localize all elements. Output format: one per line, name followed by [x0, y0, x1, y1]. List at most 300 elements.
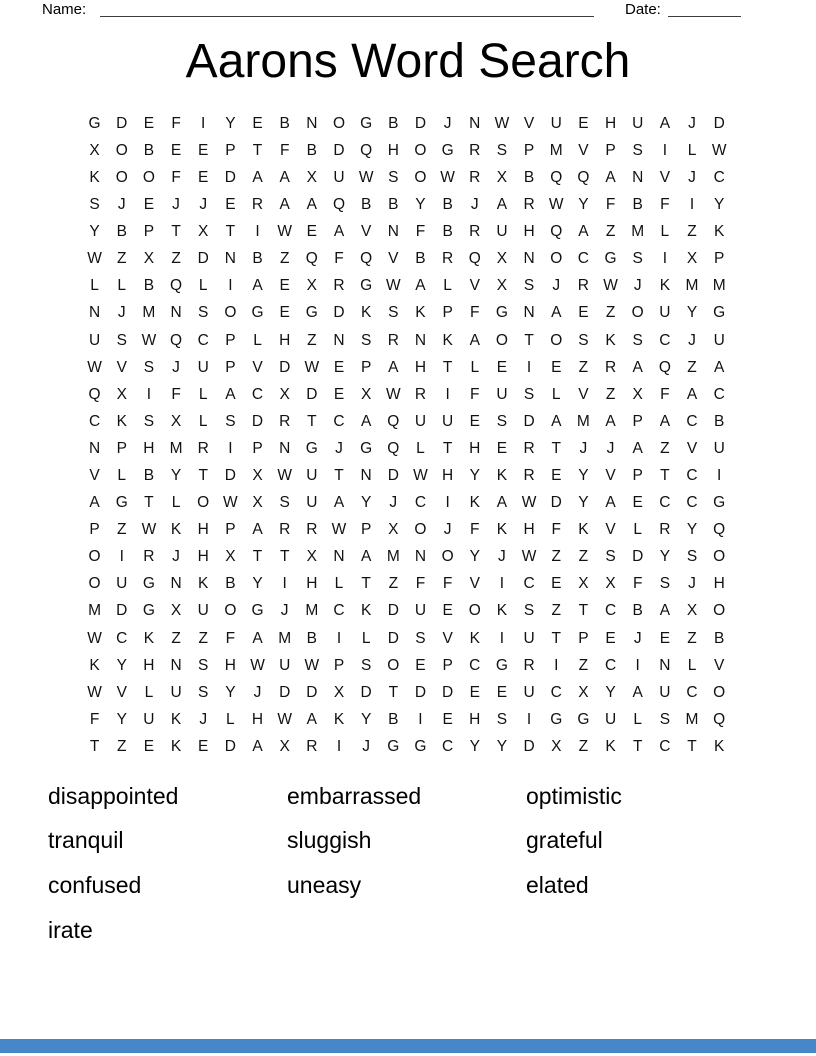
grid-letter: B	[523, 168, 535, 186]
grid-letter: I	[201, 114, 206, 132]
grid-letter: Q	[305, 250, 318, 268]
grid-letter: Q	[170, 277, 183, 295]
grid-letter: O	[495, 331, 508, 349]
grid-letter: G	[305, 439, 318, 457]
grid-letter: L	[226, 710, 235, 728]
grid-letter: R	[604, 358, 617, 376]
grid-letter: D	[306, 683, 318, 701]
grid-letter: S	[523, 385, 535, 403]
grid-letter: Y	[116, 710, 127, 728]
grid-letter: X	[306, 277, 317, 295]
date-blank-line	[668, 16, 741, 17]
grid-letter: P	[632, 467, 643, 485]
grid-letter: L	[687, 656, 697, 674]
grid-letter: Q	[332, 196, 346, 214]
grid-letter: X	[686, 250, 698, 268]
grid-letter: E	[496, 439, 508, 457]
grid-letter: H	[197, 521, 209, 539]
grid-letter: R	[659, 521, 671, 539]
grid-letter: L	[633, 521, 643, 539]
grid-letter: V	[116, 358, 127, 376]
grid-letter: B	[714, 412, 725, 430]
grid-letter: K	[605, 737, 616, 755]
grid-letter: S	[523, 602, 535, 620]
grid-letter: O	[468, 602, 481, 620]
grid-letter: J	[688, 168, 696, 186]
grid-letter: Z	[605, 304, 616, 322]
grid-letter: U	[306, 494, 318, 512]
grid-letter: C	[659, 494, 671, 512]
grid-letter: I	[228, 277, 233, 295]
grid-letter: F	[279, 141, 290, 159]
grid-letter: C	[604, 602, 617, 620]
grid-letter: O	[387, 656, 400, 674]
grid-letter: B	[714, 629, 725, 647]
grid-letter: X	[170, 412, 182, 430]
grid-letter: Y	[686, 304, 698, 322]
grid-letter: A	[469, 331, 480, 349]
grid-letter: N	[88, 304, 101, 322]
grid-letter: Y	[89, 223, 100, 241]
grid-letter: F	[89, 710, 100, 728]
grid-letter: K	[578, 521, 589, 539]
grid-letter: Z	[388, 575, 399, 593]
grid-letter: P	[89, 521, 100, 539]
grid-letter: W	[87, 683, 102, 701]
grid-letter: P	[225, 331, 236, 349]
grid-letter: H	[279, 331, 291, 349]
grid-letter: U	[116, 575, 128, 593]
grid-letter: H	[523, 521, 535, 539]
grid-letter: R	[523, 656, 535, 674]
word-list-item: uneasy	[287, 871, 362, 898]
name-blank-line	[100, 16, 594, 17]
grid-letter: O	[713, 548, 726, 566]
grid-letter: R	[577, 277, 589, 295]
grid-letter: M	[685, 277, 699, 295]
grid-letter: J	[688, 331, 696, 349]
word-list-item: grateful	[526, 827, 603, 854]
grid-letter: N	[523, 250, 535, 268]
grid-letter: G	[88, 114, 101, 132]
grid-letter: R	[387, 331, 399, 349]
grid-letter: S	[632, 250, 643, 268]
grid-letter: A	[605, 494, 616, 512]
grid-letter: T	[578, 602, 589, 620]
grid-letter: W	[87, 250, 102, 268]
grid-letter: S	[388, 304, 399, 322]
grid-letter: W	[223, 494, 238, 512]
grid-letter: D	[387, 629, 399, 647]
grid-letter: C	[659, 737, 671, 755]
grid-letter: M	[169, 439, 183, 457]
grid-letter: J	[389, 494, 398, 512]
grid-letter: X	[360, 385, 372, 403]
grid-letter: Z	[578, 358, 589, 376]
grid-letter: X	[686, 602, 698, 620]
grid-letter: X	[496, 250, 508, 268]
grid-letter: Q	[577, 168, 590, 186]
grid-letter: W	[304, 656, 320, 674]
grid-letter: E	[551, 467, 562, 485]
grid-letter: E	[198, 141, 209, 159]
grid-letter: A	[279, 168, 290, 186]
grid-letter: S	[686, 548, 698, 566]
grid-letter: J	[172, 548, 180, 566]
grid-letter: M	[576, 412, 590, 430]
grid-letter: V	[605, 521, 616, 539]
grid-letter: T	[144, 494, 154, 512]
grid-letter: F	[632, 575, 643, 593]
grid-letter: H	[306, 575, 318, 593]
grid-letter: C	[686, 494, 698, 512]
grid-letter: K	[89, 656, 100, 674]
grid-letter: Y	[469, 467, 480, 485]
grid-letter: M	[685, 710, 699, 728]
grid-letter: I	[282, 575, 287, 593]
grid-letter: J	[688, 114, 696, 132]
grid-letter: C	[713, 168, 725, 186]
grid-letter: Y	[415, 196, 426, 214]
grid-letter: A	[496, 494, 508, 512]
grid-letter: L	[90, 277, 99, 295]
grid-letter: U	[550, 114, 562, 132]
grid-letter: U	[713, 331, 725, 349]
grid-letter: S	[143, 412, 155, 430]
grid-letter: I	[554, 656, 559, 674]
grid-letter: D	[523, 737, 535, 755]
grid-letter: X	[551, 737, 562, 755]
grid-letter: F	[551, 521, 561, 539]
grid-letter: Q	[170, 331, 183, 349]
grid-letter: U	[442, 412, 454, 430]
grid-letter: J	[199, 710, 208, 728]
grid-letter: I	[445, 385, 450, 403]
grid-letter: E	[306, 223, 317, 241]
grid-letter: M	[88, 602, 102, 620]
grid-letter: D	[224, 467, 236, 485]
grid-letter: J	[688, 575, 696, 593]
grid-letter: W	[494, 114, 510, 132]
grid-letter: X	[279, 737, 290, 755]
grid-letter: W	[711, 141, 727, 159]
grid-letter: S	[632, 331, 643, 349]
grid-letter: L	[253, 331, 262, 349]
grid-letter: U	[496, 223, 508, 241]
grid-letter: R	[279, 412, 291, 430]
grid-letter: L	[470, 358, 480, 376]
grid-letter: E	[415, 656, 426, 674]
grid-letter: P	[143, 223, 155, 241]
grid-letter: E	[143, 196, 155, 214]
grid-letter: H	[387, 141, 399, 159]
grid-letter: Q	[88, 385, 101, 403]
grid-letter: O	[88, 575, 101, 593]
grid-letter: V	[469, 575, 480, 593]
grid-letter: P	[632, 412, 643, 430]
grid-letter: S	[496, 412, 508, 430]
grid-letter: B	[252, 250, 263, 268]
grid-letter: E	[659, 629, 671, 647]
grid-letter: M	[305, 602, 319, 620]
grid-letter: A	[306, 710, 317, 728]
grid-letter: A	[306, 196, 317, 214]
grid-letter: E	[143, 114, 155, 132]
word-list-item: disappointed	[48, 782, 179, 809]
grid-letter: S	[225, 412, 236, 430]
grid-letter: H	[197, 548, 209, 566]
grid-letter: X	[496, 277, 508, 295]
grid-letter: C	[442, 737, 454, 755]
grid-letter: U	[496, 385, 508, 403]
grid-letter: W	[87, 358, 102, 376]
grid-letter: E	[469, 412, 480, 430]
grid-letter: S	[632, 141, 643, 159]
grid-letter: J	[335, 439, 343, 457]
grid-letter: Q	[468, 250, 481, 268]
grid-letter: B	[279, 114, 290, 132]
grid-letter: V	[89, 467, 100, 485]
word-list-column	[287, 774, 526, 952]
grid-letter: K	[333, 710, 345, 728]
grid-letter: W	[304, 358, 320, 376]
grid-letter: Y	[360, 710, 372, 728]
grid-letter: P	[360, 521, 372, 539]
grid-letter: E	[496, 358, 508, 376]
grid-letter: I	[418, 710, 423, 728]
grid-letter: A	[225, 385, 236, 403]
grid-letter: U	[523, 629, 535, 647]
grid-letter: A	[496, 196, 508, 214]
grid-letter: W	[385, 277, 401, 295]
grid-letter: Z	[687, 223, 697, 241]
date-label: Date:	[625, 1, 661, 18]
grid-letter: W	[277, 710, 292, 728]
grid-letter: E	[578, 114, 589, 132]
grid-letter: K	[659, 277, 671, 295]
grid-letter: Q	[360, 250, 373, 268]
grid-letter: W	[603, 277, 618, 295]
grid-letter: I	[228, 439, 233, 457]
grid-letter: A	[388, 358, 399, 376]
grid-letter: G	[251, 602, 264, 620]
grid-letter: N	[414, 548, 427, 566]
name-label: Name:	[42, 1, 87, 18]
grid-letter: U	[197, 358, 209, 376]
grid-letter: E	[198, 737, 209, 755]
grid-letter: O	[550, 250, 563, 268]
grid-letter: Y	[360, 494, 372, 512]
grid-letter: W	[413, 467, 428, 485]
grid-letter: L	[443, 277, 452, 295]
grid-letter: P	[225, 141, 236, 159]
grid-letter: T	[279, 548, 290, 566]
grid-letter: E	[551, 575, 562, 593]
grid-letter: Q	[658, 358, 671, 376]
grid-letter: O	[115, 141, 128, 159]
grid-letter: O	[224, 304, 237, 322]
grid-letter: B	[143, 141, 155, 159]
grid-letter: D	[713, 114, 725, 132]
word-list-item: optimistic	[526, 782, 622, 809]
page-title: Aarons Word Search	[185, 35, 631, 88]
grid-letter: W	[521, 494, 537, 512]
grid-letter: K	[415, 304, 426, 322]
footer-accent-bar	[0, 1039, 816, 1053]
grid-letter: G	[142, 602, 155, 620]
grid-letter: U	[170, 683, 182, 701]
grid-letter: E	[279, 304, 290, 322]
grid-letter: A	[333, 494, 345, 512]
grid-letter: G	[414, 737, 427, 755]
grid-letter: S	[496, 710, 508, 728]
grid-letter: Z	[551, 548, 561, 566]
grid-letter: E	[333, 358, 345, 376]
grid-letter: L	[144, 683, 154, 701]
grid-letter: D	[116, 114, 128, 132]
grid-letter: B	[415, 250, 426, 268]
grid-letter: G	[441, 141, 454, 159]
grid-letter: L	[687, 141, 697, 159]
grid-letter: N	[469, 114, 481, 132]
grid-letter: S	[116, 331, 127, 349]
grid-letter: M	[278, 629, 292, 647]
grid-letter: N	[170, 304, 182, 322]
grid-letter: J	[498, 548, 506, 566]
grid-letter: M	[549, 141, 563, 159]
grid-letter: I	[255, 223, 260, 241]
grid-letter: F	[415, 223, 426, 241]
grid-letter: D	[116, 602, 128, 620]
grid-letter: X	[496, 168, 508, 186]
grid-letter: V	[388, 250, 399, 268]
grid-letter: Q	[550, 168, 563, 186]
grid-letter: S	[360, 331, 372, 349]
grid-letter: A	[632, 358, 643, 376]
grid-letter: C	[686, 467, 698, 485]
grid-letter: K	[360, 304, 372, 322]
grid-letter: N	[88, 439, 101, 457]
grid-letter: Y	[469, 737, 480, 755]
grid-letter: A	[252, 168, 263, 186]
grid-letter: V	[686, 439, 698, 457]
grid-letter: A	[360, 412, 372, 430]
grid-letter: E	[170, 141, 182, 159]
grid-letter: N	[170, 656, 182, 674]
word-list-item: elated	[526, 871, 589, 898]
grid-letter: U	[143, 710, 155, 728]
grid-letter: Z	[307, 331, 317, 349]
grid-letter: X	[252, 494, 263, 512]
grid-letter: V	[523, 114, 535, 132]
grid-letter: F	[470, 521, 480, 539]
grid-letter: Z	[117, 521, 127, 539]
grid-letter: D	[251, 412, 264, 430]
grid-letter: K	[496, 602, 508, 620]
grid-letter: X	[306, 548, 317, 566]
grid-letter: F	[415, 575, 426, 593]
grid-letter: T	[442, 439, 453, 457]
grid-letter: J	[172, 358, 180, 376]
grid-letter: L	[198, 277, 208, 295]
grid-letter: B	[306, 629, 317, 647]
grid-letter: Z	[117, 250, 127, 268]
grid-letter: A	[333, 223, 345, 241]
grid-letter: J	[172, 196, 180, 214]
grid-letter: Q	[550, 223, 563, 241]
grid-letter: S	[659, 575, 671, 593]
grid-letter: Z	[171, 629, 181, 647]
grid-letter: A	[252, 737, 263, 755]
grid-letter: H	[143, 439, 155, 457]
grid-letter: R	[251, 196, 264, 214]
grid-letter: X	[632, 385, 643, 403]
grid-letter: R	[442, 250, 454, 268]
grid-letter: D	[414, 683, 427, 701]
grid-letter: R	[523, 439, 535, 457]
grid-letter: D	[523, 412, 535, 430]
grid-letter: R	[469, 141, 481, 159]
grid-letter: X	[116, 385, 127, 403]
grid-letter: B	[388, 710, 399, 728]
grid-letter: L	[198, 412, 208, 430]
grid-letter: N	[659, 656, 671, 674]
grid-letter: V	[605, 467, 616, 485]
grid-letter: K	[143, 629, 155, 647]
grid-letter: H	[604, 114, 617, 132]
grid-letter: T	[225, 223, 236, 241]
grid-letter: G	[495, 304, 508, 322]
grid-letter: L	[171, 494, 181, 512]
grid-letter: W	[250, 656, 265, 674]
grid-letter: K	[170, 737, 182, 755]
grid-letter: R	[197, 439, 209, 457]
grid-letter: S	[89, 196, 100, 214]
grid-letter: Z	[605, 223, 616, 241]
grid-letter: T	[632, 737, 643, 755]
grid-letter: N	[279, 439, 291, 457]
grid-letter: C	[251, 385, 264, 403]
grid-letter: N	[632, 168, 644, 186]
grid-letter: D	[360, 683, 372, 701]
grid-letter: U	[88, 331, 101, 349]
grid-letter: O	[115, 168, 128, 186]
grid-letter: J	[362, 737, 371, 755]
grid-letter: A	[279, 196, 290, 214]
grid-letter: I	[146, 385, 152, 403]
grid-letter: T	[252, 548, 263, 566]
grid-letter: K	[714, 737, 725, 755]
grid-letter: J	[280, 602, 289, 620]
grid-letter: G	[604, 250, 617, 268]
grid-letter: P	[442, 304, 453, 322]
grid-letter: U	[414, 412, 427, 430]
grid-letter: Y	[686, 521, 698, 539]
word-list-item: embarrassed	[287, 782, 422, 809]
grid-letter: P	[360, 358, 372, 376]
grid-letter: X	[578, 575, 589, 593]
grid-letter: H	[414, 358, 427, 376]
grid-letter: N	[224, 250, 236, 268]
grid-letter: E	[333, 385, 345, 403]
grid-letter: H	[713, 575, 725, 593]
grid-letter: Z	[605, 385, 616, 403]
grid-letter: N	[333, 331, 345, 349]
grid-letter: G	[495, 656, 508, 674]
grid-letter: C	[523, 575, 535, 593]
grid-letter: A	[632, 439, 643, 457]
grid-letter: Z	[660, 439, 670, 457]
